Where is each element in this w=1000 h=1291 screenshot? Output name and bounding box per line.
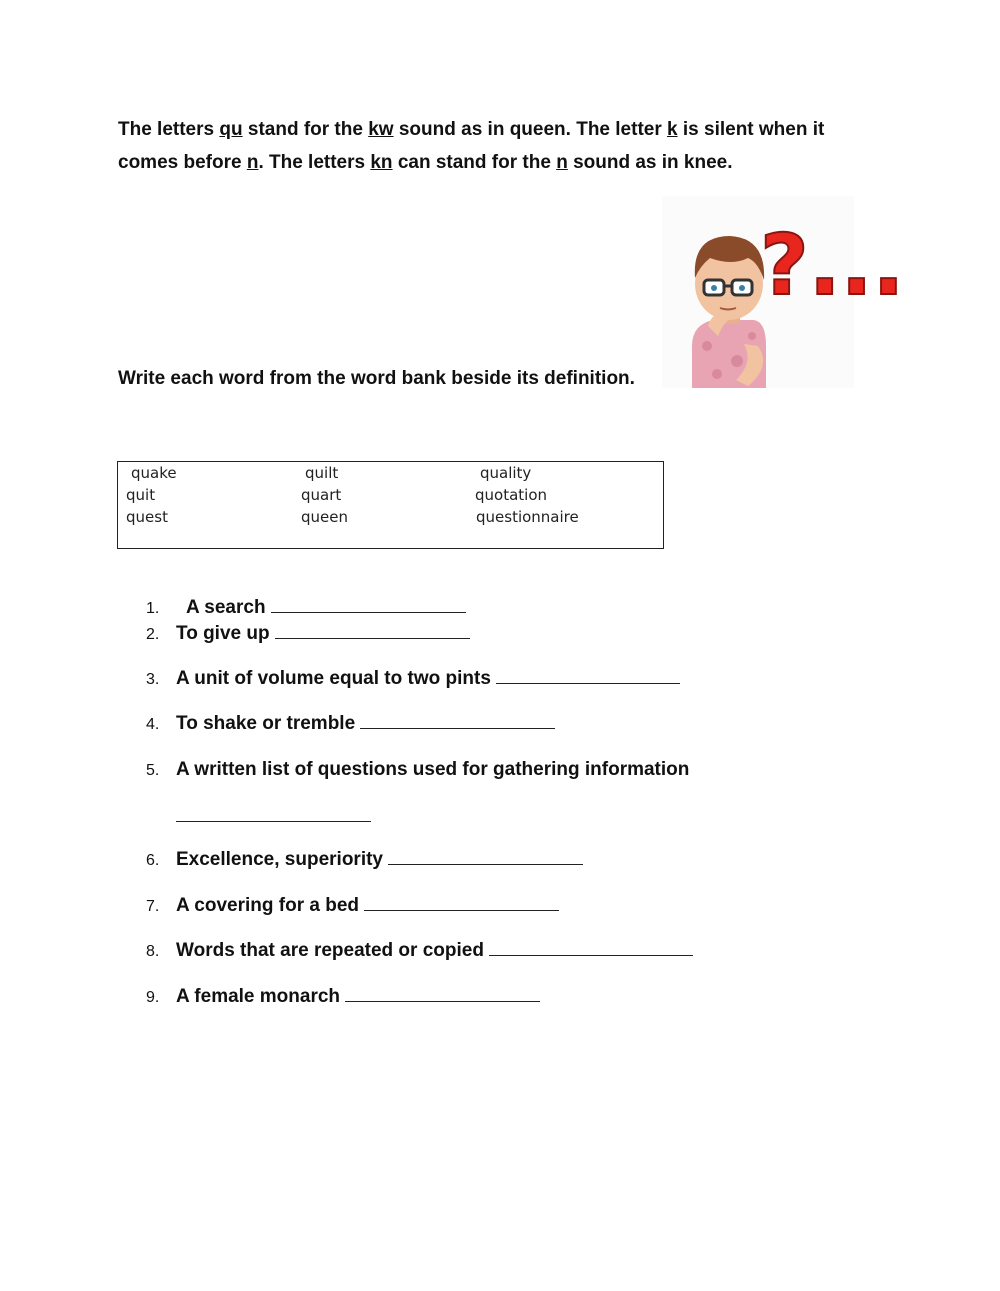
question-text: A unit of volume equal to two pints [176,668,491,689]
intro-text: sound as in queen. The letter [393,119,668,140]
word-bank-word: quilt [305,464,339,482]
underlined-letters: k [667,119,678,140]
question-5 [176,759,689,781]
word-bank-word: quit [126,486,156,504]
underlined-letters: qu [219,119,243,140]
answer-blank[interactable] [360,727,555,729]
question-6 [176,849,583,871]
intro-text: The letters [118,119,220,140]
question-text: To shake or tremble [176,713,356,734]
underlined-letters: kn [370,152,393,173]
intro-text: is silent when it [677,119,825,140]
question-text: A written list of questions used for gathering information [176,759,690,780]
thinking-boy-illustration [662,196,905,388]
word-bank-word: quality [480,464,532,482]
question-number: 6. [146,852,160,869]
question-5-answer-row [176,806,371,828]
intro-text: stand for the [242,119,369,140]
question-7 [176,895,559,917]
instruction-text: Write each word from the word bank beside its definition. [118,368,635,389]
question-number: 5. [146,762,160,779]
question-3 [176,668,680,690]
answer-blank[interactable] [388,863,583,865]
question-number: 1. [146,600,160,617]
question-text: A search [186,597,266,618]
answer-blank[interactable] [271,611,466,613]
intro-text: comes before [118,152,247,173]
question-9 [176,986,540,1008]
word-bank-word: quart [301,486,342,504]
answer-blank[interactable] [489,954,693,956]
question-1 [186,597,466,619]
underlined-letters: kw [368,119,394,140]
question-text: Excellence, superiority [176,849,383,870]
answer-blank[interactable] [345,1000,540,1002]
word-bank-word: queen [301,508,348,526]
underlined-letters: n [246,152,259,173]
question-number: 4. [146,716,160,733]
intro-line-1 [118,113,878,146]
question-number: 7. [146,898,160,915]
intro-paragraph [118,113,878,179]
intro-line-2 [118,146,878,179]
word-bank-word: quotation [475,486,548,504]
underlined-letters: n [556,152,568,173]
question-text: A covering for a bed [176,895,359,916]
intro-text: . The letters [258,152,371,173]
question-number: 2. [146,626,160,643]
intro-text: sound as in knee. [567,152,733,173]
answer-blank[interactable] [496,682,680,684]
question-text: Words that are repeated or copied [176,940,484,961]
answer-blank[interactable] [176,820,371,822]
question-4 [176,713,555,735]
intro-text: can stand for the [392,152,557,173]
word-bank-word: quake [131,464,177,482]
thinking-boy-icon [662,196,905,388]
word-bank-word: quest [126,508,168,526]
question-number: 9. [146,989,160,1006]
word-bank-word: questionnaire [476,508,579,526]
answer-blank[interactable] [275,637,470,639]
question-number: 3. [146,671,160,688]
question-text: To give up [176,623,270,644]
word-bank-box [117,461,664,549]
question-8 [176,940,693,962]
question-2 [176,623,470,645]
question-mark-icon: ?... [760,216,905,314]
question-number: 8. [146,943,160,960]
question-text: A female monarch [176,986,341,1007]
answer-blank[interactable] [364,909,559,911]
